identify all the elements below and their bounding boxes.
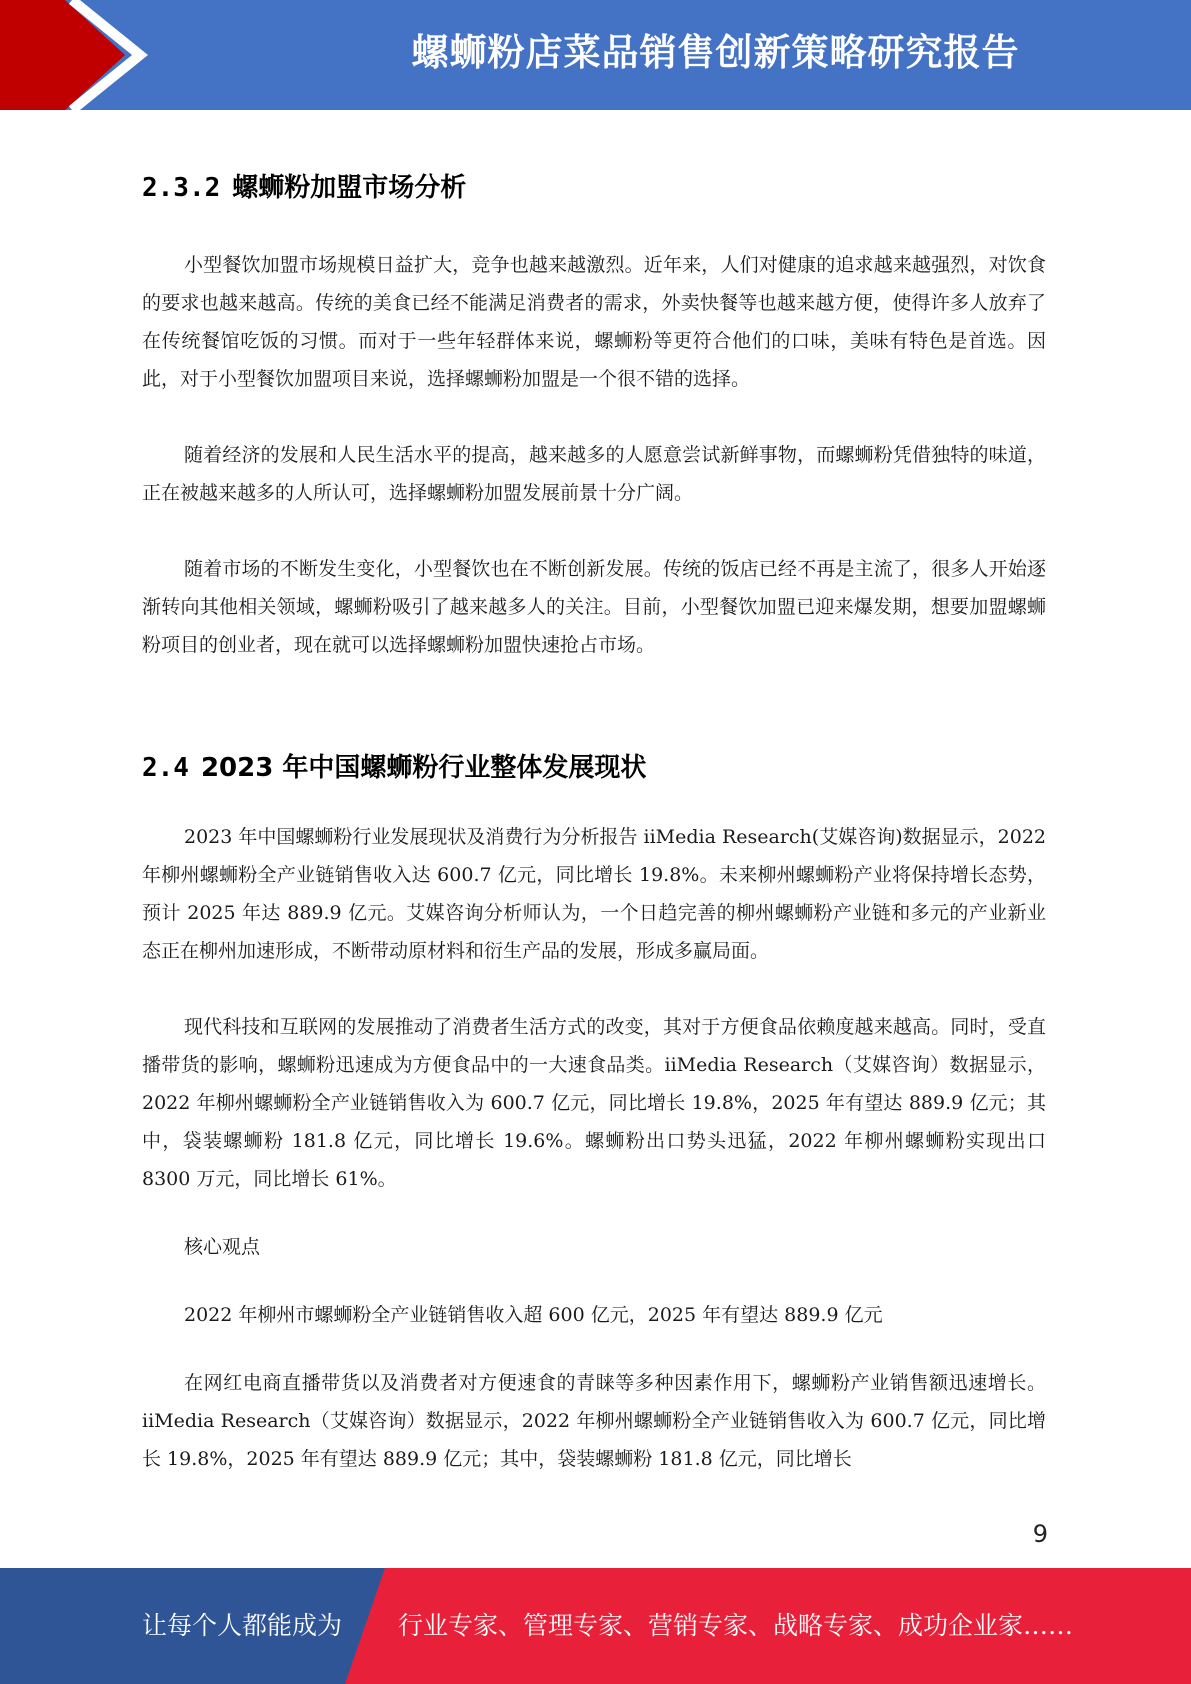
section-heading-2-4 [142,740,1046,796]
header-chevron-graphic [0,0,160,110]
section-title: 2023 年中国螺蛳粉行业整体发展现状 [200,753,647,783]
section-number: 2.3.2 [142,173,221,203]
page-number: 9 [1032,1520,1048,1548]
paragraph: 2023 年中国螺蛳粉行业发展现状及消费行为分析报告 iiMedia Research(艾媒咨询)数据显示，2022 年柳州螺蛳粉全产业链销售收入达 600.7 亿元，同比增长 19.8%。未来柳州螺蛳粉产业将保持增长态势，预计 2025 年达 889.9 亿元。艾媒咨询分析师认为，一个日趋完善的柳州螺蛳粉产业链和多元的产业新业态正在柳州加速形成，不断带动原材料和衍生产品的发展，形成多赢局面。 [142,826,1046,962]
paragraph: 现代科技和互联网的发展推动了消费者生活方式的改变，其对于方便食品依赖度越来越高。同时，受直播带货的影响，螺蛳粉迅速成为方便食品中的一大速食品类。iiMedia Research（艾媒咨询）数据显示，2022 年柳州螺蛳粉全产业链销售收入为 600.7 亿元，同比增长 19.8%，2025 年有望达 889.9 亿元；其中，袋装螺蛳粉 181.8 亿元，同比增长 19.6%。螺蛳粉出口势头迅猛，2022 年柳州螺蛳粉实现出口 8300 万元，同比增长 61%。 [142,1016,1046,1190]
paragraph: 小型餐饮加盟市场规模日益扩大，竞争也越来越激烈。近年来，人们对健康的追求越来越强烈，对饮食的要求也越来越高。传统的美食已经不能满足消费者的需求，外卖快餐等也越来越方便，使得许多人放弃了在传统餐馆吃饭的习惯。而对于一些年轻群体来说，螺蛳粉等更符合他们的口味，美味有特色是首选。因此，对于小型餐饮加盟项目来说，选择螺蛳粉加盟是一个很不错的选择。 [142,254,1046,390]
footer-slogan-right: 行业专家、管理专家、营销专家、战略专家、成功企业家…… [398,1611,1074,1640]
paragraph: 随着经济的发展和人民生活水平的提高，越来越多的人愿意尝试新鲜事物，而螺蛳粉凭借独特的味道，正在被越来越多的人所认可，选择螺蛳粉加盟发展前景十分广阔。 [142,444,1046,504]
section-number: 2.4 [142,753,189,783]
page-footer [0,1568,1191,1684]
section-title: 螺蛳粉加盟市场分析 [232,173,467,203]
key-point-statement: 2022 年柳州市螺蛳粉全产业链销售收入超 600 亿元，2025 年有望达 889.9 亿元 [184,1304,883,1326]
section-heading-2-3-2 [142,160,1046,216]
document-title: 螺蛳粉店菜品销售创新策略研究报告 [411,31,1020,74]
page-content [142,160,1046,1478]
footer-slogan-left: 让每个人都能成为 [142,1611,343,1640]
key-point-label: 核心观点 [184,1236,261,1258]
paragraph: 随着市场的不断发生变化，小型餐饮也在不断创新发展。传统的饭店已经不再是主流了，很多人开始逐渐转向其他相关领域，螺蛳粉吸引了越来越多人的关注。目前，小型餐饮加盟已迎来爆发期，想要加盟螺蛳粉项目的创业者，现在就可以选择螺蛳粉加盟快速抢占市场。 [142,558,1046,656]
page-header [0,0,1191,110]
paragraph: 在网红电商直播带货以及消费者对方便速食的青睐等多种因素作用下，螺蛳粉产业销售额迅速增长。iiMedia Research（艾媒咨询）数据显示，2022 年柳州螺蛳粉全产业链销售收入为 600.7 亿元，同比增长 19.8%，2025 年有望达 889.9 亿元；其中，袋装螺蛳粉 181.8 亿元，同比增长 [142,1372,1046,1470]
